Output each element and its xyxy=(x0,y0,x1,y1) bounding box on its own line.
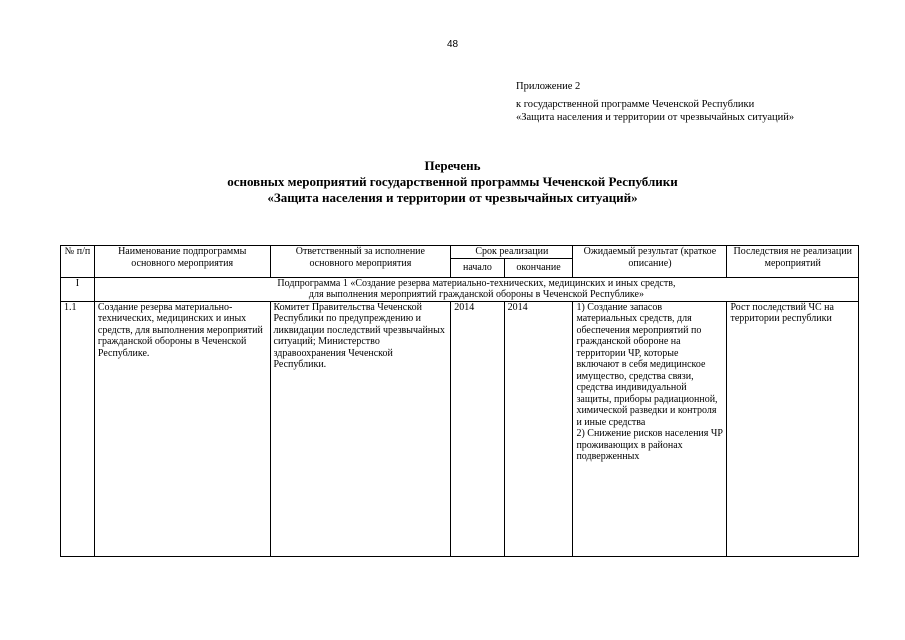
header-num: № п/п xyxy=(61,246,95,278)
appendix-title: Приложение 2 xyxy=(516,81,581,92)
row-responsible: Комитет Правительства Чеченской Республики по предупреждению и ликвидации последствий чрезвычайных ситуаций; Министерство здравоохранения Чеченской Республики. xyxy=(270,301,451,556)
header-period: Срок реализации xyxy=(451,246,573,259)
row-end: 2014 xyxy=(504,301,573,556)
header-consequences: Последствия не реализации мероприятий xyxy=(727,246,859,278)
subprogram-title-line-1: Подпрограмма 1 «Создание резерва материально-технических, медицинских и иных средств, xyxy=(277,277,676,289)
appendix-note xyxy=(516,80,794,124)
subprogram-row xyxy=(61,277,859,301)
header-row xyxy=(61,246,859,259)
header-end: окончание xyxy=(504,258,573,277)
row-consequences: Рост последствий ЧС на территории республики xyxy=(727,301,859,556)
header-result: Ожидаемый результат (краткое описание) xyxy=(573,246,727,278)
measures-table xyxy=(60,245,859,557)
title-line-3: «Защита населения и территории от чрезвычайных ситуаций» xyxy=(267,190,638,205)
row-result-content xyxy=(576,302,723,463)
title-line-1: Перечень xyxy=(424,158,481,173)
document-title xyxy=(0,158,905,206)
appendix-line-1: к государственной программе Чеченской Республики xyxy=(516,99,755,110)
title-line-2: основных мероприятий государственной программы Чеченской Республики xyxy=(227,174,678,189)
subprogram-title xyxy=(94,277,858,301)
header-start: начало xyxy=(451,258,504,277)
subprogram-title-line-2: для выполнения мероприятий гражданской обороны в Чеченской Республике» xyxy=(308,289,644,300)
row-result xyxy=(573,301,727,556)
result-item-1: 1) Создание запасов материальных средств, для обеспечения мероприятий по гражданской обороне на территории ЧР, которые включают в себя медицинское имущество, средства связи, средства индивидуальной защиты, приборы радиационной, химической разведки и контроля и иные средства xyxy=(576,301,718,428)
row-start: 2014 xyxy=(451,301,504,556)
result-item-2: 2) Снижение рисков населения ЧР проживающих в районах подверженных xyxy=(576,428,723,462)
table-row xyxy=(61,301,859,556)
header-name: Наименование подпрограммы основного мероприятия xyxy=(94,246,270,278)
appendix-line-2: «Защита населения и территории от чрезвычайных ситуаций» xyxy=(516,112,795,123)
page-number: 48 xyxy=(446,39,459,50)
header-responsible: Ответственный за исполнение основного мероприятия xyxy=(270,246,451,278)
row-name: Создание резерва материально-технических, медицинских и иных средств, для выполнения мероприятий гражданской обороны в Чеченской Республике. xyxy=(94,301,270,556)
subprogram-num: I xyxy=(61,277,95,301)
row-num: 1.1 xyxy=(61,301,95,556)
